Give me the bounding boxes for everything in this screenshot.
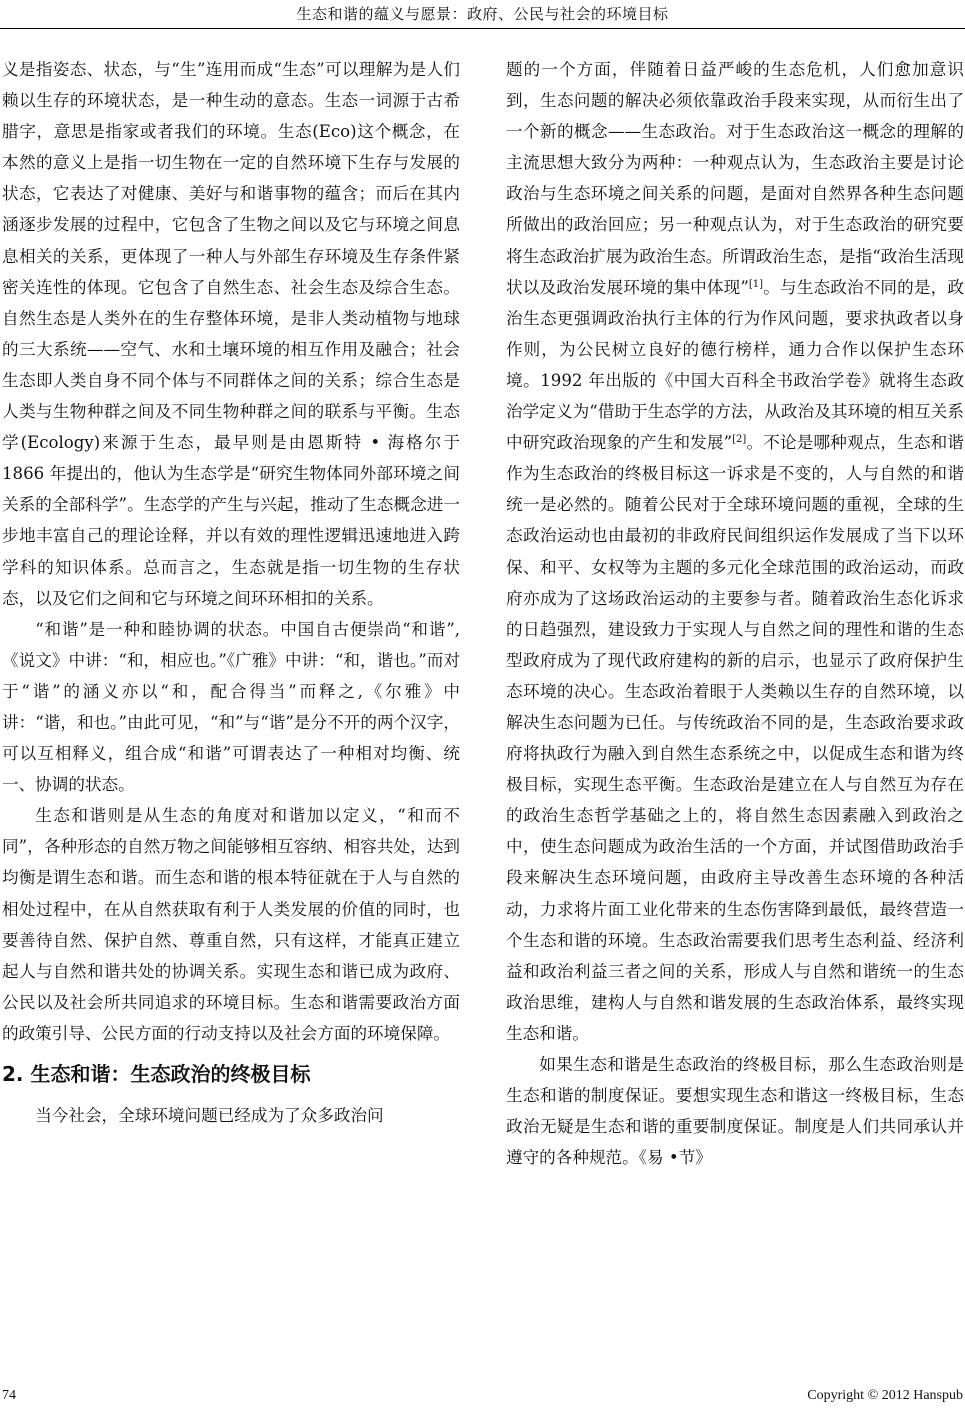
section-heading: 2. 生态和谐：生态政治的终极目标 bbox=[2, 1062, 311, 1086]
paragraph-text: 题的一个方面，伴随着日益严峻的生态危机，人们愈加意识到，生态问题的解决必须依靠政治手段来实现，从而衍生出了一个新的概念——生态政治。对于生态政治这一概念的理解的主流思想大致分为两种：一种观点认为，生态政治主要是讨论政治与生态环境之间关系的问题，是面对自然界各种生态问题所做出的政治回应；另一种观点认为，对于生态政治的研究要将生态政治扩展为政治生态。所谓政治生态，是指“政治生活现状以及政治发展环境的集中体现” bbox=[506, 60, 964, 297]
body-paragraph: “和谐”是一种和睦协调的状态。中国自古便崇尚“和谐”,《说文》中讲：“和，相应也。”《广雅》中讲：“和，谐也。”而对于“谐”的涵义亦以“和，配合得当”而释之,《尔雅》中讲：“谐，和也。”由此可见，“和”与“谐”是分不开的两个汉字，可以互相释义，组合成“和谐”可谓表达了一种相对均衡、统一、协调的状态。 bbox=[2, 619, 460, 795]
left-column bbox=[2, 54, 460, 1131]
paragraph-text: 。不论是哪种观点，生态和谐作为生态政治的终极目标这一诉求是不变的，人与自然的和谐统一是必然的。随着公民对于全球环境问题的重视，全球的生态政治运动也由最初的非政府民间组织运作发展成了当下以环保、和平、女权等为主题的多元化全球范围的政治运动，而政府亦成为了这场政治运动的主要参与者。随着政治生态化诉求的日趋强烈，建设致力于实现人与自然之间的理性和谐的生态型政府成为了现代政府建构的新的启示，也显示了政府保护生态环境的决心。生态政治着眼于人类赖以生存的自然环境，以解决生态问题为已任。与传统政治不同的是，生态政治要求政府将执政行为融入到自然生态系统之中，以促成生态和谐为终极目标，实现生态平衡。生态政治是建立在人与自然互为存在的政治生态哲学基础之上的，将自然生态因素融入到政治之中，使生态问题成为政治生活的一个方面，并试图借助政治手段来解决生态环境问题，由政府主导改善生态环境的各种活动，力求将片面工业化带来的生态伤害降到最低，最终营造一个生态和谐的环境。生态政治需要我们思考生态利益、经济利益和政治利益三者之间的关系，形成人与自然和谐统一的生态政治思维，建构人与自然和谐发展的生态政治体系，最终实现生态和谐。 bbox=[506, 433, 964, 1043]
body-paragraph bbox=[506, 54, 964, 1049]
running-header: 生态和谐的蕴义与愿景：政府、公民与社会的环境目标 bbox=[296, 5, 669, 23]
paragraph-text: 。与生态政治不同的是，政治生态更强调政治执行主体的行为作风问题，要求执政者以身作则，为公民树立良好的德行榜样，通力合作以保护生态环境。1992 年出版的《中国大百科全书政治学卷》就将生态政治学定义为“借助于生态学的方法，从政治及其环境的相互关系中研究政治现象的产生和发展” bbox=[506, 277, 965, 453]
page-number: 74 bbox=[2, 1388, 16, 1403]
body-paragraph: 如果生态和谐是生态政治的终极目标，那么生态政治则是生态和谐的制度保证。要想实现生态和谐这一终极目标，生态政治无疑是生态和谐的重要制度保证。制度是人们共同承认并遵守的各种规范。《易 •节》 bbox=[506, 1055, 964, 1168]
body-paragraph: 义是指姿态、状态，与“生”连用而成“生态”可以理解为是人们赖以生存的环境状态，是一种生动的意态。生态一词源于古希腊字，意思是指家或者我们的环境。生态(Eco)这个概念，在本然的意义上是指一切生物在一定的自然环境下生存与发展的状态，它表达了对健康、美好与和谐事物的蕴含；而后在其内涵逐步发展的过程中，它包含了生物之间以及它与环境之间息息相关的关系，更体现了一种人与外部生存环境及生存条件紧密关连性的体现。它包含了自然生态、社会生态及综合生态。自然生态是人类外在的生存整体环境，是非人类动植物与地球的三大系统——空气、水和土壤环境的相互作用及融合；社会生态即人类自身不同个体与不同群体之间的关系；综合生态是人类与生物种群之间及不同生物种群之间的联系与平衡。生态学(Ecology)来源于生态，最早则是由恩斯特 • 海格尔于 1866 年提出的，他认为生态学是“研究生物体同外部环境之间关系的全部科学”。生态学的产生与兴起，推动了生态概念进一步地丰富自己的理论诠释，并以有效的理性逻辑迅速地进入跨学科的知识体系。总而言之，生态就是指一切生物的生存状态，以及它们之间和它与环境之间环环相扣的关系。 bbox=[2, 60, 460, 608]
copyright-notice: Copyright © 2012 Hanspub bbox=[807, 1388, 963, 1403]
body-paragraph: 当今社会，全球环境问题已经成为了众多政治问 bbox=[35, 1106, 384, 1125]
body-paragraph: 生态和谐则是从生态的角度对和谐加以定义，“和而不同”，各种形态的自然万物之间能够相互容纳、相容共处，达到均衡是谓生态和谐。而生态和谐的根本特征就在于人与自然的相处过程中，在从自然获取有利于人类发展的价值的同时，也要善待自然、保护自然、尊重自然，只有这样，才能真正建立起人与自然和谐共处的协调关系。实现生态和谐已成为政府、公民以及社会所共同追求的环境目标。生态和谐需要政治方面的政策引导、公民方面的行动支持以及社会方面的环境保障。 bbox=[2, 806, 460, 1043]
citation-marker: [1] bbox=[748, 278, 764, 290]
right-column bbox=[506, 54, 964, 1173]
header-rule bbox=[0, 28, 965, 29]
citation-marker: [2] bbox=[732, 434, 747, 446]
